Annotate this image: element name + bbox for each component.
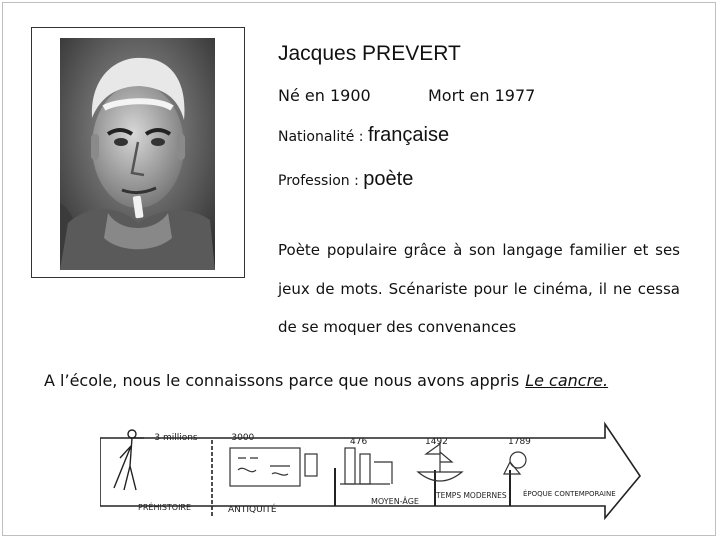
contemporary-drawing — [504, 452, 526, 474]
period-label-1: ANTIQUITÉ — [228, 505, 277, 515]
timeline-label-2: 476 — [350, 437, 368, 447]
school-text: A l’école, nous le connaissons parce que nous avons appris — [44, 371, 520, 390]
poem-link[interactable]: Le cancre. — [525, 371, 609, 390]
antiquity-drawing — [230, 448, 317, 486]
biography-text: Poète populaire grâce à son langage familier et ses jeux de mots. Scénariste pour le cinéma, il ne cessa de se moquer des convenances — [278, 241, 680, 336]
portrait-photo — [60, 38, 215, 270]
profession-row — [278, 168, 413, 191]
death-date: Mort en 1977 — [428, 86, 536, 105]
birth-date: Né en 1900 — [278, 86, 371, 105]
nationality-value: française — [367, 124, 450, 146]
nationality-label: Nationalité : — [278, 129, 364, 145]
timeline-label-1: – 3000 — [224, 433, 255, 443]
school-sentence — [44, 371, 608, 390]
period-label-4: ÉPOQUE CONTEMPORAINE — [523, 490, 616, 498]
timeline-label-0: – 3 millions — [147, 433, 198, 443]
poet-name: Jacques PREVERT — [278, 42, 461, 65]
modern-times-drawing — [418, 442, 462, 481]
period-label-0: PRÉHISTOIRE — [138, 503, 192, 512]
period-label-3: TEMPS MODERNES — [436, 491, 507, 500]
profession-value: poète — [363, 168, 414, 190]
timeline-label-4: 1789 — [508, 437, 531, 447]
profession-label: Profession : — [278, 173, 359, 189]
period-label-2: MOYEN-ÂGE — [371, 497, 419, 506]
caveman-figure — [114, 430, 136, 490]
nationality-row — [278, 124, 449, 147]
timeline-label-3: 1492 — [425, 437, 448, 447]
middle-ages-drawing — [340, 448, 392, 484]
history-timeline — [100, 418, 645, 528]
